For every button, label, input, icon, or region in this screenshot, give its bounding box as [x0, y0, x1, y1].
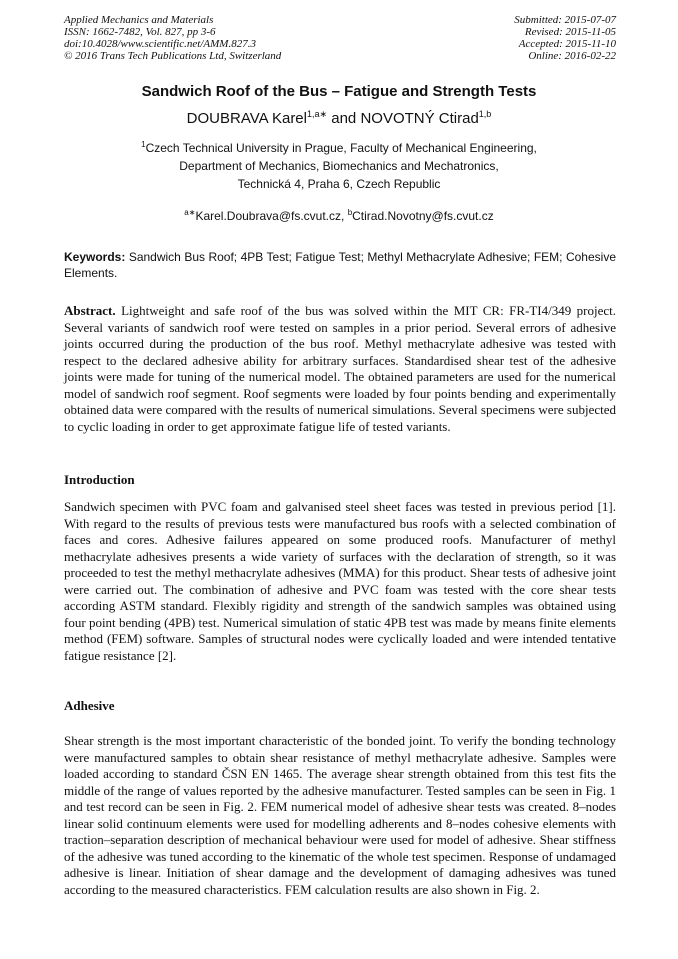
date-submitted: Submitted: 2015-07-07: [514, 14, 616, 26]
email-line: [0, 208, 678, 223]
affiliation-line-1: Czech Technical University in Prague, Faculty of Mechanical Engineering,: [145, 141, 537, 155]
date-accepted: Accepted: 2015-11-10: [518, 38, 616, 50]
author-1: DOUBRAVA Karel: [186, 110, 307, 127]
affiliation-sup: 1: [141, 140, 146, 149]
email-a-sup: a∗: [184, 208, 196, 217]
author-2: NOVOTNÝ Ctirad: [360, 110, 479, 127]
author-1-sup: 1,a∗: [307, 109, 328, 119]
introduction-text: Sandwich specimen with PVC foam and galvanised steel sheet faces was tested in previous period [1]. With regard to the results of previous tests were manufactured bus roofs with a selected combination of faces and cores. Adhesive failures appeared on some produced roofs. Manufacturer of methyl methacrylate adhesives presents a wide variety of surfaces with the declaration of strength, so it was proceeded to test the methyl methacrylate adhesives (MMA) for this product. Shear tests of adhesive joint were carried out. The combination of adhesive and PVC foam was tested with the core shear tests according ASTM standard. Flexibly rigidity and strength of the sandwich samples was obtained using four point bending (4PB) test. Numerical simulation of static 4PB test was made by means finite elements method (FEM) software. Samples of structural nodes were cyclically loaded and were intended tentative fatigue resistance [2].: [64, 499, 616, 663]
abstract-label: Abstract.: [64, 303, 116, 318]
abstract-text: Lightweight and safe roof of the bus was solved within the MIT CR: FR-TI4/349 project. Several variants of sandwich roof were tested on samples in a prior period. Several errors of adhesive joints occurred during the production of the bus roof. Methyl methacrylate adhesive was tested with respect to the declared adhesive ability for arbitrary surfaces. Standardised shear test of the adhesive joints were made for tuning of the numerical model. The obtained parameters are used for the numerical model of sandwich roof segment. Roof segments were loaded by four points bending and experimentally obtained data were compared with the results of numerical simulations. Several specimens were subjected to cyclic loading in order to get approximate fatigue life of tested variants.: [64, 303, 616, 434]
journal-copyright: © 2016 Trans Tech Publications Ltd, Switzerland: [64, 50, 282, 62]
date-online: Online: 2016-02-22: [528, 50, 616, 62]
keywords: [64, 249, 616, 281]
keywords-text: Sandwich Bus Roof; 4PB Test; Fatigue Test; Methyl Methacrylate Adhesive; FEM; Cohesive Elements.: [64, 250, 616, 280]
affiliation-line-3: Technická 4, Praha 6, Czech Republic: [237, 177, 441, 191]
affiliation-line-2: Department of Mechanics, Biomechanics and Mechatronics,: [179, 159, 499, 173]
adhesive-text: Shear strength is the most important characteristic of the bonded joint. To verify the bonding technology were manufactured samples to obtain shear resistance of methyl methacrylate adhesive. Samples were loaded according to standard ČSN EN 1465. The average shear strength obtained from this test fits the middle of the range of values reported by the adhesive manufacturer. Tested samples can be seen in Fig. 1 and test record can be seen in Fig. 2. FEM numerical model of adhesive shear tests was created. 8–nodes linear solid continuum elements were used for modelling adherents and 8–nodes cohesive elements with traction–separation description of mechanical behaviour were used for model of adhesive. Shear stiffness of the adhesive was tuned according to the kinematic of the whole test specimen. Response of undamaged adhesive is linear. Initiation of shear damage and the development of damaging adhesives was tuned according to the measured characteristics. FEM calculation results are also shown in Fig. 2.: [64, 733, 616, 897]
author-2-sup: 1,b: [478, 109, 492, 119]
abstract: [64, 303, 616, 435]
keywords-label: Keywords:: [64, 250, 126, 264]
journal-info: [64, 14, 281, 62]
email-b-sup: b: [347, 208, 353, 217]
journal-doi: doi:10.4028/www.scientific.net/AMM.827.3: [64, 38, 256, 50]
introduction-heading: Introduction: [64, 472, 135, 487]
date-revised: Revised: 2015-11-05: [524, 26, 616, 38]
author-line: [0, 109, 678, 127]
adhesive-heading: Adhesive: [64, 698, 115, 713]
journal-issn: ISSN: 1662-7482, Vol. 827, pp 3-6: [64, 26, 216, 38]
affiliation: [0, 136, 678, 193]
paper-title: Sandwich Roof of the Bus – Fatigue and Strength Tests: [141, 83, 537, 100]
author-connector: and: [331, 110, 357, 127]
journal-name: Applied Mechanics and Materials: [64, 14, 214, 26]
email-b[interactable]: Ctirad.Novotny@fs.cvut.cz: [352, 209, 494, 223]
publication-dates: [514, 14, 616, 62]
email-a[interactable]: Karel.Doubrava@fs.cvut.cz,: [195, 209, 345, 223]
